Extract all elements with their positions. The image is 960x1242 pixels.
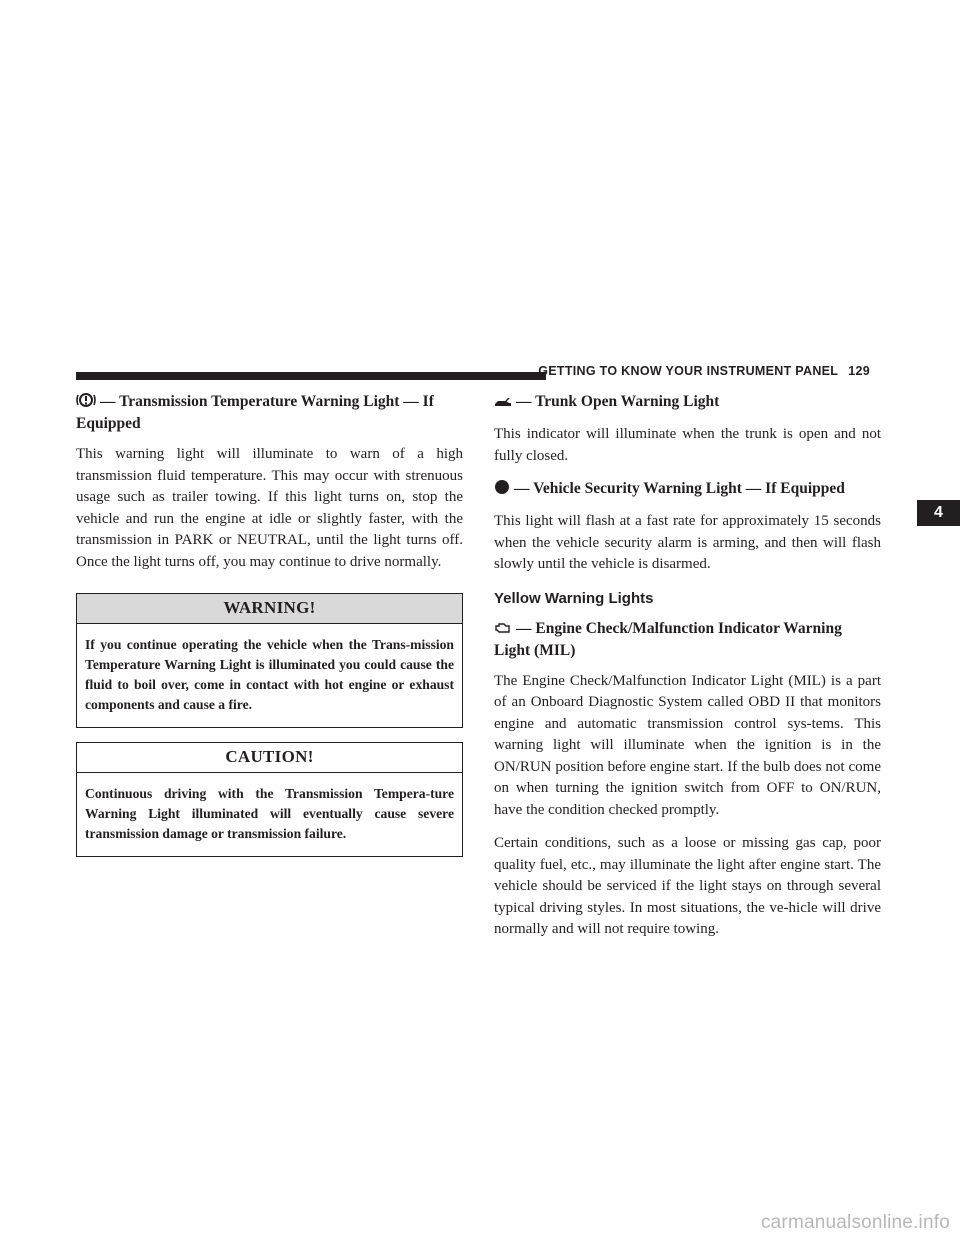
warning-title: WARNING! <box>77 594 462 624</box>
chapter-tab: 4 <box>917 500 960 526</box>
security-heading-text: — Vehicle Security Warning Light — If Equipped <box>514 480 845 497</box>
caution-box <box>76 742 463 857</box>
engine-paragraph-1: The Engine Check/Malfunction Indicator Light (MIL) is a part of an Onboard Diagnostic System called OBD II that monitors engine and automatic transmission control sys-tems. This warning light will illuminate when the ignition is in the ON/RUN position before engine start. If the bulb does not come on when turning the ignition switch from OFF to ON/RUN, have the condition checked promptly. <box>494 672 881 818</box>
trunk-heading-text: — Trunk Open Warning Light <box>516 393 720 410</box>
caution-title: CAUTION! <box>77 743 462 773</box>
transmission-temperature-icon <box>76 392 96 414</box>
yellow-warning-lights-heading: Yellow Warning Lights <box>494 589 654 607</box>
footer-watermark: carmanualsonline.info <box>760 1212 950 1233</box>
transmission-heading <box>76 392 463 434</box>
engine-heading <box>494 619 881 661</box>
engine-check-icon <box>494 621 512 641</box>
warning-box <box>76 593 463 728</box>
transmission-heading-text: — Transmission Temperature Warning Light — If Equipped <box>76 393 434 432</box>
header-rule <box>76 372 546 380</box>
caution-text: Continuous driving with the Transmission Tempera-ture Warning Light illuminated will eventually cause severe transmission damage or transmission failure. <box>85 786 454 841</box>
trunk-open-icon <box>494 394 512 414</box>
engine-heading-text: — Engine Check/Malfunction Indicator Warning Light (MIL) <box>494 619 842 659</box>
engine-paragraph-2: Certain conditions, such as a loose or missing gas cap, poor quality fuel, etc., may illuminate the light after engine start. The vehicle should be serviced if the light stays on through several typical driving styles. In most situations, the ve-hicle will drive normally and will not require towing. <box>494 835 881 937</box>
security-heading <box>494 479 881 501</box>
transmission-paragraph: This warning light will illuminate to warn of a high transmission fluid temperature. This may occur with strenuous usage such as trailer towing. If this light turns on, stop the vehicle and run the engine at idle or slightly faster, with the transmission in PARK or NEUTRAL, until the light turns off. Once the light turns off, you may continue to drive normally. <box>76 446 463 570</box>
running-header <box>538 364 870 378</box>
section-title: GETTING TO KNOW YOUR INSTRUMENT PANEL <box>538 364 839 378</box>
right-column <box>494 392 881 953</box>
security-light-icon <box>494 479 510 501</box>
warning-text: If you continue operating the vehicle when the Trans-mission Temperature Warning Light is illuminated you could cause the fluid to boil over, come in contact with hot engine or exhaust components and cause a fire. <box>85 637 454 712</box>
page-number: 129 <box>848 364 870 378</box>
security-paragraph: This light will flash at a fast rate for approximately 15 seconds when the vehicle security alarm is arming, and then will flash slowly until the vehicle is disarmed. <box>494 513 881 572</box>
trunk-paragraph: This indicator will illuminate when the trunk is open and not fully closed. <box>494 426 881 464</box>
left-column <box>76 392 463 857</box>
trunk-heading <box>494 392 881 414</box>
